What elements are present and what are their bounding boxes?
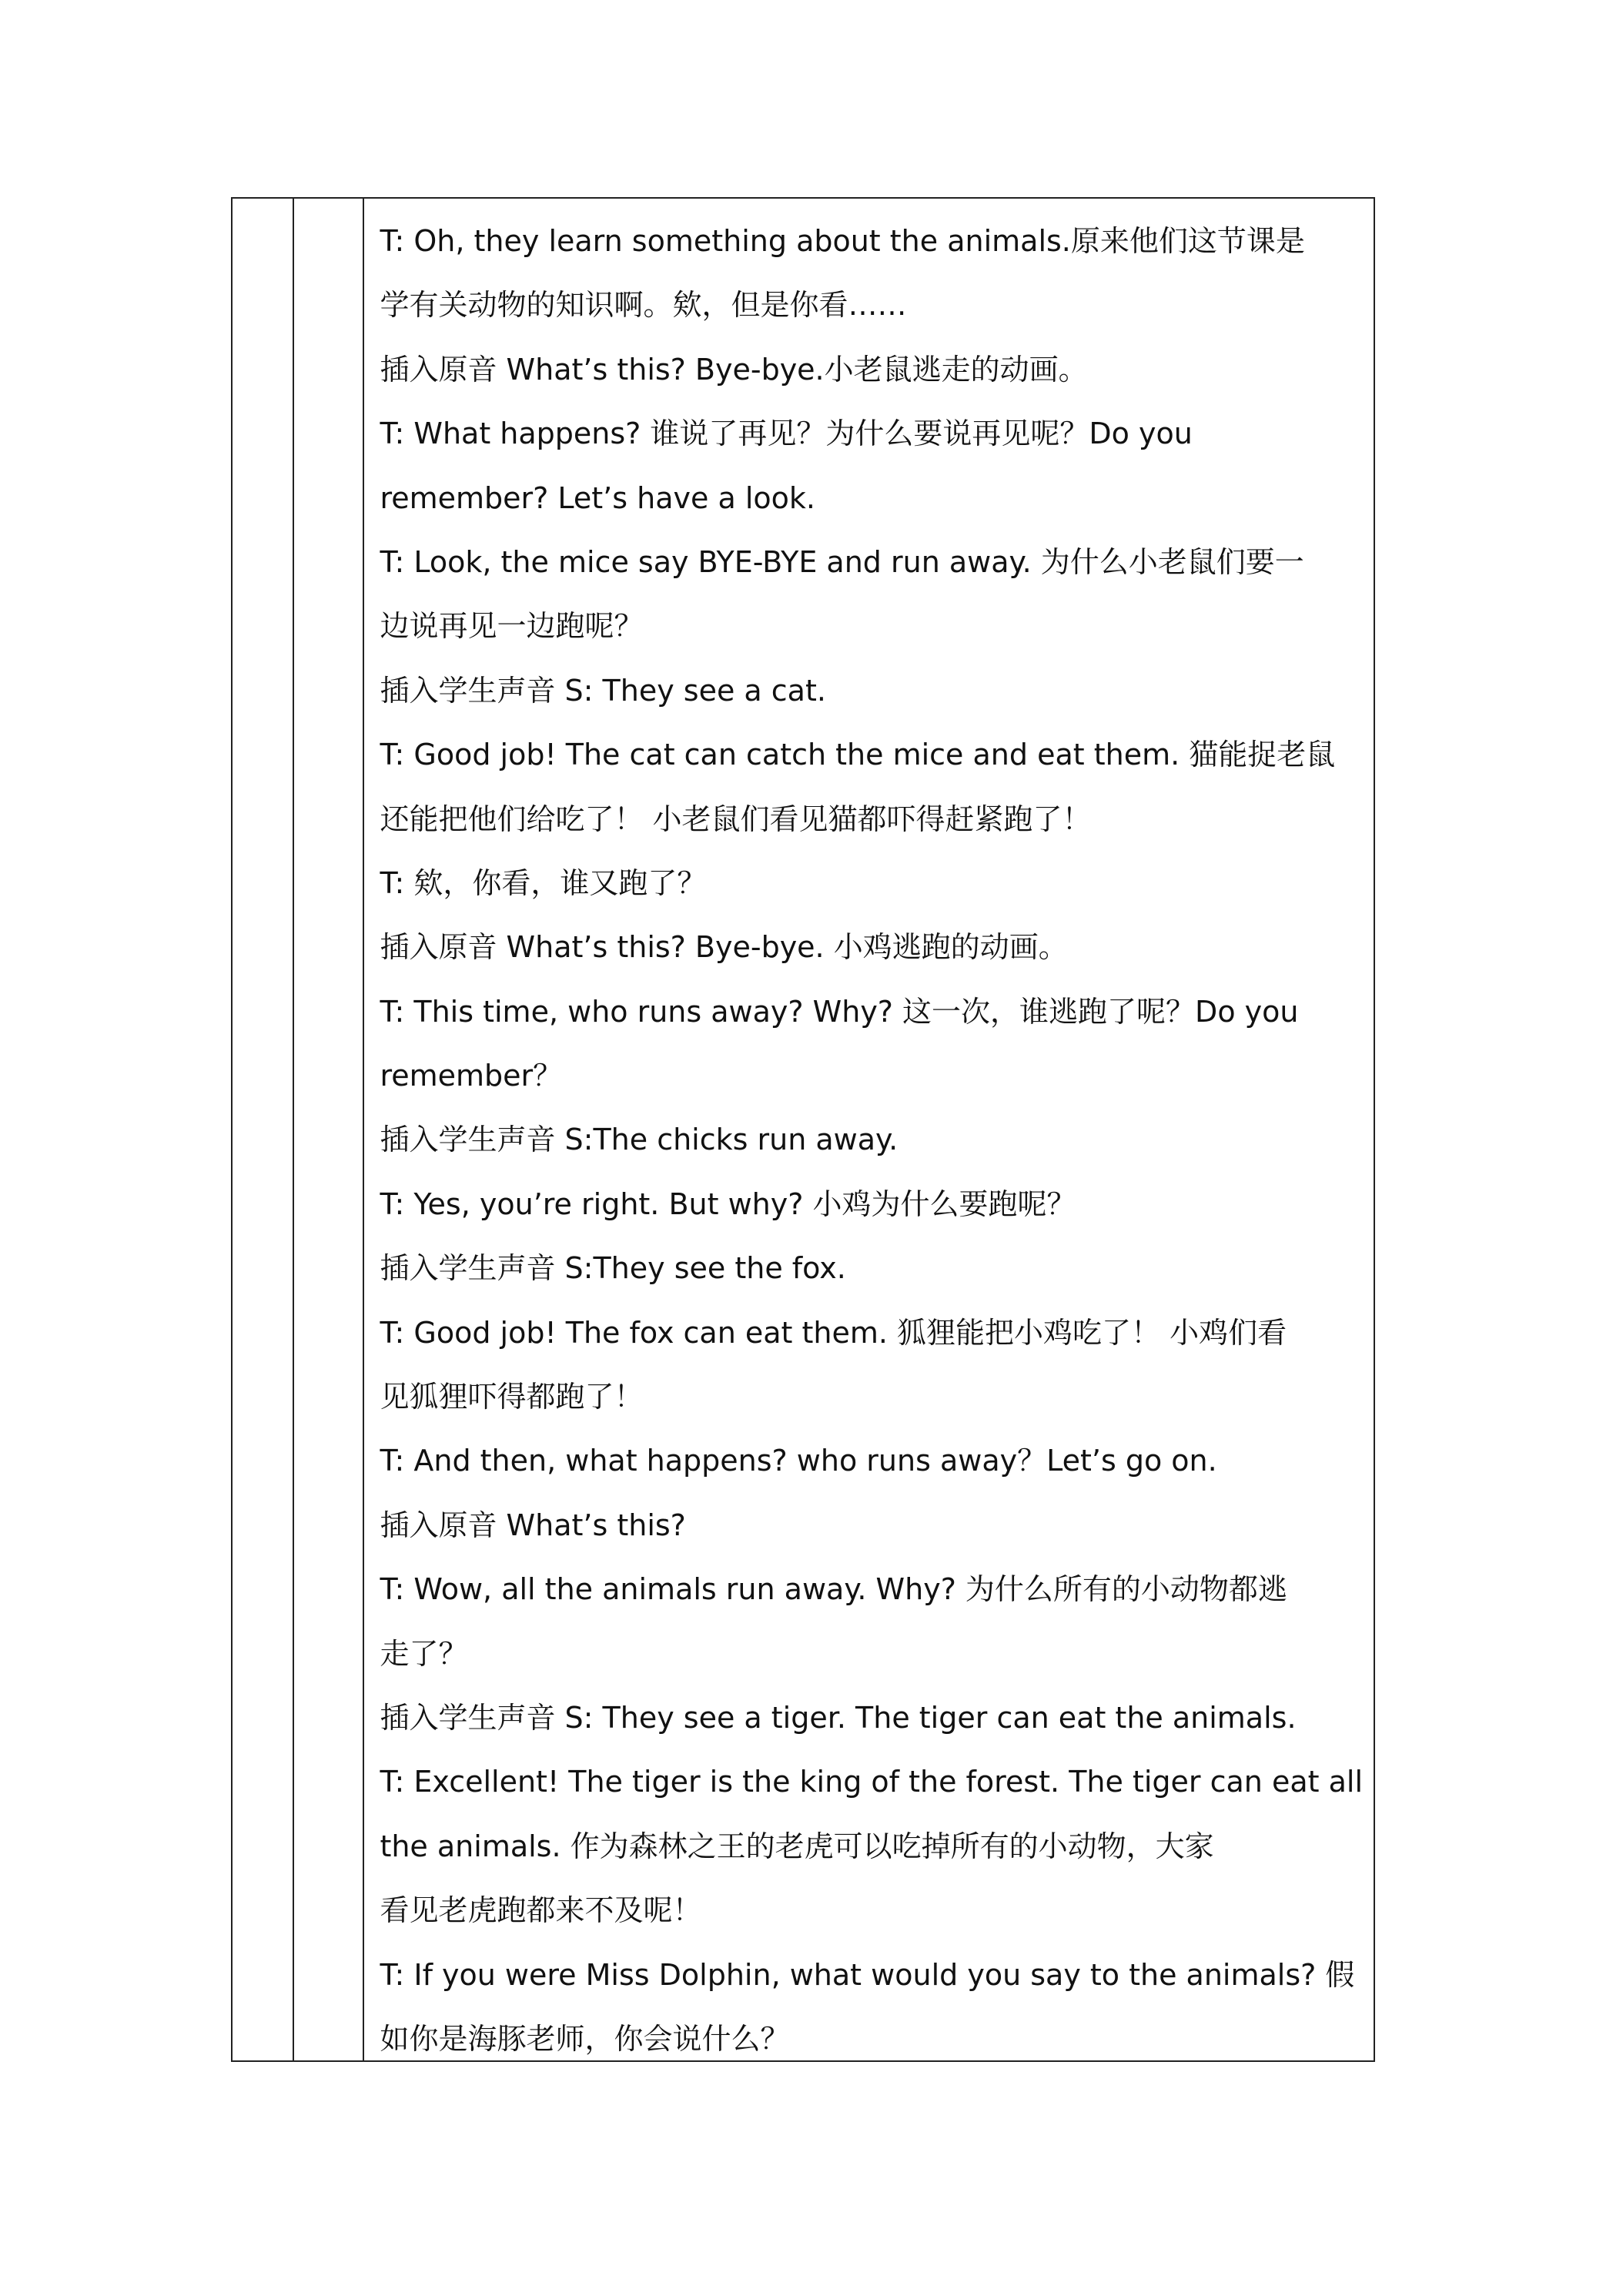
dialogue-line: T: Oh, they learn something about the animals.原来他们这节课是: [380, 224, 1305, 258]
dialogue-line: 看见老虎跑都来不及呢！: [380, 1893, 702, 1928]
dialogue-line: 走了？: [380, 1636, 468, 1671]
dialogue-line: remember？: [380, 1059, 563, 1093]
table-column-1: [233, 199, 294, 2060]
dialogue-line: 插入学生声音 S: They see a cat.: [380, 673, 826, 708]
dialogue-line: 插入原音 What’s this? Bye-bye. 小鸡逃跑的动画。: [380, 930, 1068, 965]
dialogue-line: remember? Let’s have a look.: [380, 480, 815, 515]
table-column-2: [294, 199, 364, 2060]
dialogue-line: 见狐狸吓得都跑了！: [380, 1380, 644, 1414]
dialogue-line: 还能把他们给吃了！ 小老鼠们看见猫都吓得赶紧跑了！: [380, 802, 1092, 836]
dialogue-line: T: Look, the mice say BYE-BYE and run away. 为什么小老鼠们要一: [380, 544, 1304, 579]
dialogue-line: T: 欸，你看，谁又跑了？: [380, 865, 707, 900]
dialogue-line: 插入原音 What’s this?: [380, 1508, 686, 1542]
dialogue-line: 插入学生声音 S:They see the fox.: [380, 1251, 846, 1286]
dialogue-line: T: What happens? 谁说了再见？为什么要说再见呢？Do you: [380, 417, 1193, 451]
dialogue-line: T: Yes, you’re right. But why? 小鸡为什么要跑呢？: [380, 1186, 1076, 1221]
dialogue-line: T: If you were Miss Dolphin, what would you say to the animals? 假: [380, 1957, 1355, 1992]
dialogue-line: 插入学生声音 S:The chicks run away.: [380, 1123, 899, 1157]
dialogue-line: T: This time, who runs away? Why? 这一次，谁逃跑了呢？Do you: [380, 994, 1299, 1029]
dialogue-line: T: Wow, all the animals run away. Why? 为什么所有的小动物都逃: [380, 1572, 1287, 1607]
dialogue-line: 插入原音 What’s this? Bye-bye.小老鼠逃走的动画。: [380, 352, 1088, 387]
dialogue-line: T: Excellent! The tiger is the king of the forest. The tiger can eat all: [380, 1765, 1363, 1799]
dialogue-line: 插入学生声音 S: They see a tiger. The tiger can eat the animals.: [380, 1700, 1297, 1735]
dialogue-line: the animals. 作为森林之王的老虎可以吃掉所有的小动物，大家: [380, 1829, 1214, 1863]
dialogue-line: T: And then, what happens? who runs away？Let’s go on.: [380, 1444, 1217, 1478]
lesson-table: [231, 197, 1375, 2062]
dialogue-line: 学有关动物的知识啊。欸，但是你看……: [380, 288, 907, 323]
dialogue-line: T: Good job! The fox can eat them. 狐狸能把小鸡吃了！ 小鸡们看: [380, 1315, 1287, 1350]
dialogue-cell: [364, 199, 1374, 2060]
dialogue-line: T: Good job! The cat can catch the mice and eat them. 猫能捉老鼠: [380, 738, 1336, 772]
dialogue-line: 边说再见一边跑呢？: [380, 609, 644, 644]
dialogue-line: 如你是海豚老师，你会说什么？: [380, 2021, 790, 2056]
